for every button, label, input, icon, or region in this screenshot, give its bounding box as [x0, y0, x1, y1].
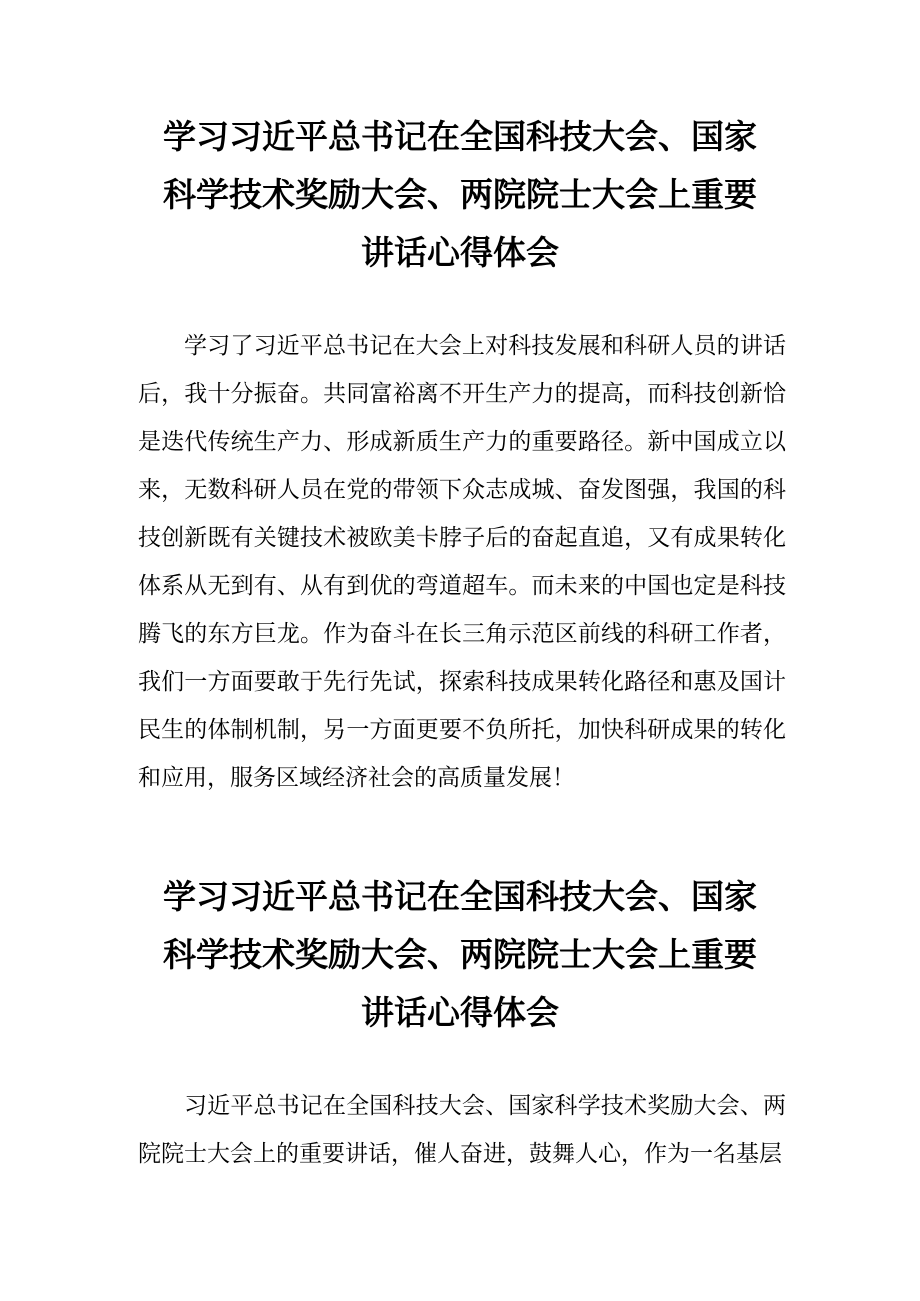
title-line: 科学技术奖励大会、两院院士大会上重要 — [163, 175, 757, 214]
article-section-2 — [0, 868, 920, 1167]
article-paragraph-2: 习近平总书记在全国科技大会、国家科学技术奖励大会、两院院士大会上的重要讲话，催人奋进，鼓舞人心，作为一名基层 — [138, 1093, 786, 1167]
article-title-1 — [110, 108, 810, 282]
title-line: 科学技术奖励大会、两院院士大会上重要 — [163, 935, 757, 974]
title-line: 学习习近平总书记在全国科技大会、国家 — [163, 117, 757, 156]
title-line: 讲话心得体会 — [361, 233, 559, 272]
article-paragraph-1: 学习了习近平总书记在大会上对科技发展和科研人员的讲话后，我十分振奋。共同富裕离不开生产力的提高，而科技创新恰是迭代传统生产力、形成新质生产力的重要路径。新中国成立以来，无数科研人员在党的带领下众志成城、奋发图强，我国的科技创新既有关键技术被欧美卡脖子后的奋起直追，又有成果转化体系从无到有、从有到优的弯道超车。而未来的中国也定是科技腾飞的东方巨龙。作为奋斗在长三角示范区前线的科研工作者，我们一方面要敢于先行先试，探索科技成果转化路径和惠及国计民生的体制机制，另一方面更要不负所托，加快科研成果的转化和应用，服务区域经济社会的高质量发展！ — [138, 333, 786, 791]
title-line: 讲话心得体会 — [361, 993, 559, 1032]
article-title-2 — [110, 868, 810, 1042]
article-section-1 — [0, 108, 920, 791]
title-line: 学习习近平总书记在全国科技大会、国家 — [163, 877, 757, 916]
